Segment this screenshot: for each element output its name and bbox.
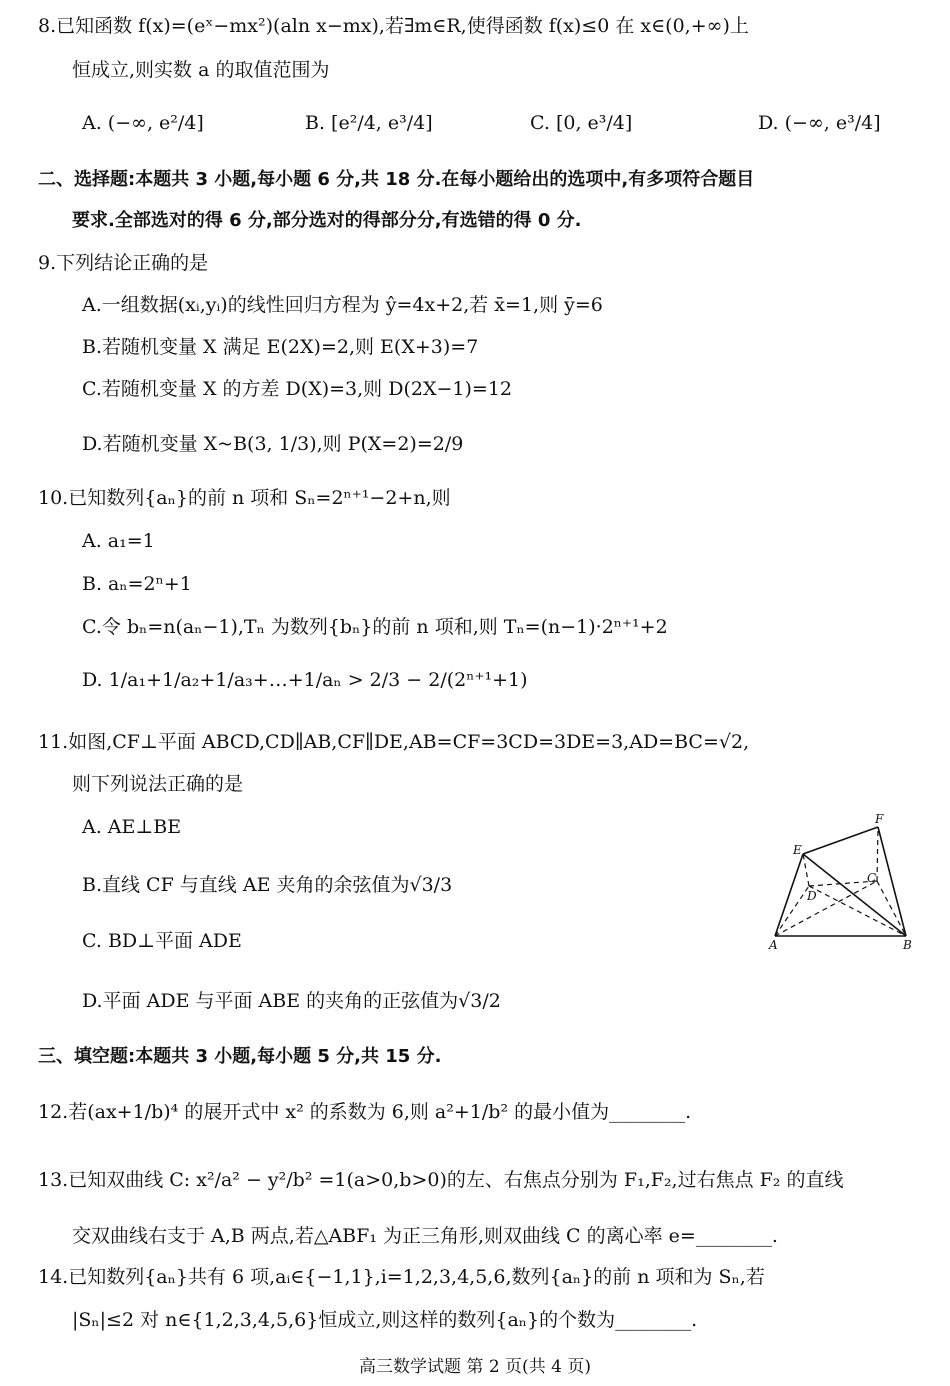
- q10-option-d: D. 1/a₁+1/a₂+1/a₃+…+1/aₙ > 2/3 − 2/(2ⁿ⁺¹+1): [82, 669, 528, 691]
- edge-cf: [877, 827, 878, 881]
- q11-line2: 则下列说法正确的是: [72, 773, 244, 795]
- page-footer: 高三数学试题 第 2 页(共 4 页): [359, 1357, 591, 1377]
- q11-line1: 11.如图,CF⊥平面 ABCD,CD∥AB,CF∥DE,AB=CF=3CD=3DE=3,AD=BC=√2,: [38, 731, 750, 753]
- q9-option-a: A.一组数据(xᵢ,yᵢ)的线性回归方程为 ŷ=4x+2,若 x̄=1,则 ȳ=6: [82, 294, 603, 316]
- q10-option-a: A. a₁=1: [82, 530, 155, 552]
- q9-stem: 9.下列结论正确的是: [38, 252, 209, 274]
- edge-eb: [803, 854, 906, 936]
- q8-option-b: B. [e²/4, e³/4]: [305, 112, 433, 134]
- q10-stem: 10.已知数列{aₙ}的前 n 项和 Sₙ=2ⁿ⁺¹−2+n,则: [38, 487, 451, 509]
- q11-option-b: B.直线 CF 与直线 AE 夹角的余弦值为√3/3: [82, 874, 453, 896]
- edge-ae: [775, 854, 803, 936]
- q8-option-a: A. (−∞, e²/4]: [82, 112, 204, 134]
- edge-cb: [877, 881, 906, 936]
- q10-option-b: B. aₙ=2ⁿ+1: [82, 573, 192, 595]
- q8-line2: 恒成立,则实数 a 的取值范围为: [72, 59, 330, 81]
- label-d: D: [807, 889, 817, 903]
- q9-option-b: B.若随机变量 X 满足 E(2X)=2,则 E(X+3)=7: [82, 336, 479, 358]
- edge-ad: [775, 886, 809, 936]
- q13-line2: 交双曲线右支于 A,B 两点,若△ABF₁ 为正三角形,则双曲线 C 的离心率 e=________.: [72, 1225, 778, 1247]
- section3-header: 三、填空题:本题共 3 小题,每小题 5 分,共 15 分.: [38, 1046, 442, 1067]
- solid-geometry-figure: [765, 808, 915, 958]
- q8-option-d: D. (−∞, e³/4]: [758, 112, 881, 134]
- q8-line1: 8.已知函数 f(x)=(eˣ−mx²)(aln x−mx),若∃m∈R,使得函数 f(x)≤0 在 x∈(0,+∞)上: [38, 15, 749, 37]
- q11-option-c: C. BD⊥平面 ADE: [82, 930, 242, 952]
- q8-option-c: C. [0, e³/4]: [530, 112, 633, 134]
- q10-option-c: C.令 bₙ=n(aₙ−1),Tₙ 为数列{bₙ}的前 n 项和,则 Tₙ=(n−1)·2ⁿ⁺¹+2: [82, 616, 668, 638]
- section2-line1: 二、选择题:本题共 3 小题,每小题 6 分,共 18 分.在每小题给出的选项中,有多项符合题目: [38, 169, 755, 190]
- q11-option-d: D.平面 ADE 与平面 ABE 的夹角的正弦值为√3/2: [82, 990, 501, 1012]
- q12-line: 12.若(ax+1/b)⁴ 的展开式中 x² 的系数为 6,则 a²+1/b² 的最小值为________.: [38, 1101, 692, 1123]
- label-e: E: [793, 843, 802, 857]
- q14-line2: |Sₙ|≤2 对 n∈{1,2,3,4,5,6}恒成立,则这样的数列{aₙ}的个数为________.: [72, 1309, 698, 1331]
- q9-option-d: D.若随机变量 X~B(3, 1/3),则 P(X=2)=2/9: [82, 433, 464, 455]
- edge-db: [809, 886, 906, 936]
- edge-ef: [803, 827, 878, 854]
- label-a: A: [769, 938, 778, 952]
- edge-fb: [878, 827, 906, 936]
- label-c: C: [867, 871, 877, 885]
- label-f: F: [875, 812, 884, 826]
- q11-option-a: A. AE⊥BE: [82, 816, 182, 838]
- section2-line2: 要求.全部选对的得 6 分,部分选对的得部分分,有选错的得 0 分.: [72, 210, 582, 231]
- q9-option-c: C.若随机变量 X 的方差 D(X)=3,则 D(2X−1)=12: [82, 378, 512, 400]
- q14-line1: 14.已知数列{aₙ}共有 6 项,aᵢ∈{−1,1},i=1,2,3,4,5,6,数列{aₙ}的前 n 项和为 Sₙ,若: [38, 1266, 765, 1288]
- label-b: B: [903, 938, 912, 952]
- q13-line1: 13.已知双曲线 C: x²/a² − y²/b² =1(a>0,b>0)的左、右焦点分别为 F₁,F₂,过右焦点 F₂ 的直线: [38, 1169, 844, 1191]
